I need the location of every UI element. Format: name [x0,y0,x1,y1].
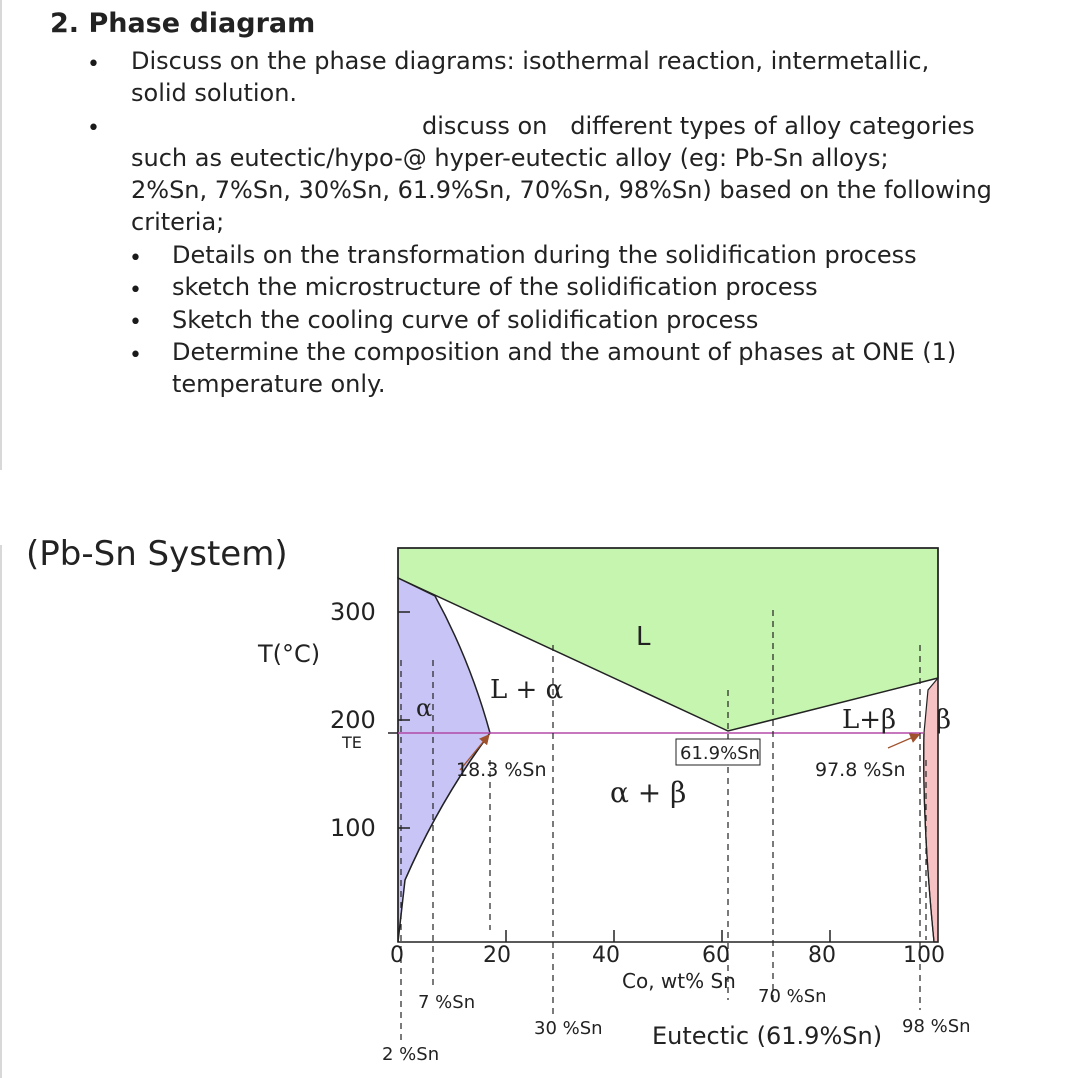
composition-label-2-sn: 2 %Sn [382,1044,440,1065]
beta-limit-arrow [888,735,918,748]
bullet-marker: • [87,116,100,141]
bullet-1-line-1: Discuss on the phase diagrams: isothermal reaction, intermetallic, [131,47,930,75]
x-tick-label-40: 40 [592,943,620,968]
region-label-alpha-beta: α + β [610,776,687,809]
y-axis-label: T(°C) [258,640,321,668]
page-title: 2. Phase diagram [50,8,316,39]
sub-bullet-marker: • [129,246,142,271]
eutectic-caption: Eutectic (61.9%Sn) [652,1022,883,1050]
composition-label-98-sn: 98 %Sn [902,1016,971,1037]
y-tick-label-100: 100 [330,814,376,842]
x-tick-label-60: 60 [702,943,730,968]
eutectic-point-label: 61.9%Sn [680,743,761,764]
sub-bullet-marker: • [129,278,142,303]
y-tick-label-200: 200 [330,706,376,734]
composition-label-7-sn: 7 %Sn [418,992,476,1013]
sub-bullet-marker: • [129,343,142,368]
x-tick-label-80: 80 [808,943,836,968]
te-label: TE [342,733,362,752]
bullet-2-line-4: criteria; [131,208,225,236]
beta-limit-label: 97.8 %Sn [815,759,906,781]
sub-bullet-4-line-2: temperature only. [172,370,386,398]
x-axis-label: Co, wt% Sn [622,969,736,993]
sub-bullet-1: Details on the transformation during the solidification process [172,241,917,269]
bullet-1-line-2: solid solution. [131,79,298,107]
region-label-liquid: L [636,622,651,652]
bullet-marker: • [87,52,100,77]
y-tick-label-300: 300 [330,598,376,626]
system-title: (Pb-Sn System) [26,534,288,574]
x-tick-label-100: 100 [903,943,945,968]
sub-bullet-3: Sketch the cooling curve of solidification process [172,306,759,334]
x-tick-label-0: 0 [390,943,404,968]
bullet-2-line-2: such as eutectic/hypo-@ hyper-eutectic alloy (eg: Pb-Sn alloys; [131,144,889,172]
sub-bullet-2: sketch the microstructure of the solidification process [172,273,818,301]
sub-bullet-4-line-1: Determine the composition and the amount of phases at ONE (1) [172,338,957,366]
bullet-2-line-3: 2%Sn, 7%Sn, 30%Sn, 61.9%Sn, 70%Sn, 98%Sn) based on the following [131,176,992,204]
sub-bullet-marker: • [129,310,142,335]
region-label-beta: β [936,705,952,735]
alpha-limit-label: 18.3 %Sn [456,759,547,781]
bullet-2-line-1: discuss on different types of alloy categories [422,112,975,140]
region-label-l-alpha: L + α [490,675,564,705]
composition-label-30-sn: 30 %Sn [534,1018,603,1039]
composition-label-70-sn: 70 %Sn [758,986,827,1007]
region-label-alpha: α [416,694,433,722]
region-label-l-beta: L+β [842,705,897,735]
x-tick-label-20: 20 [483,943,511,968]
